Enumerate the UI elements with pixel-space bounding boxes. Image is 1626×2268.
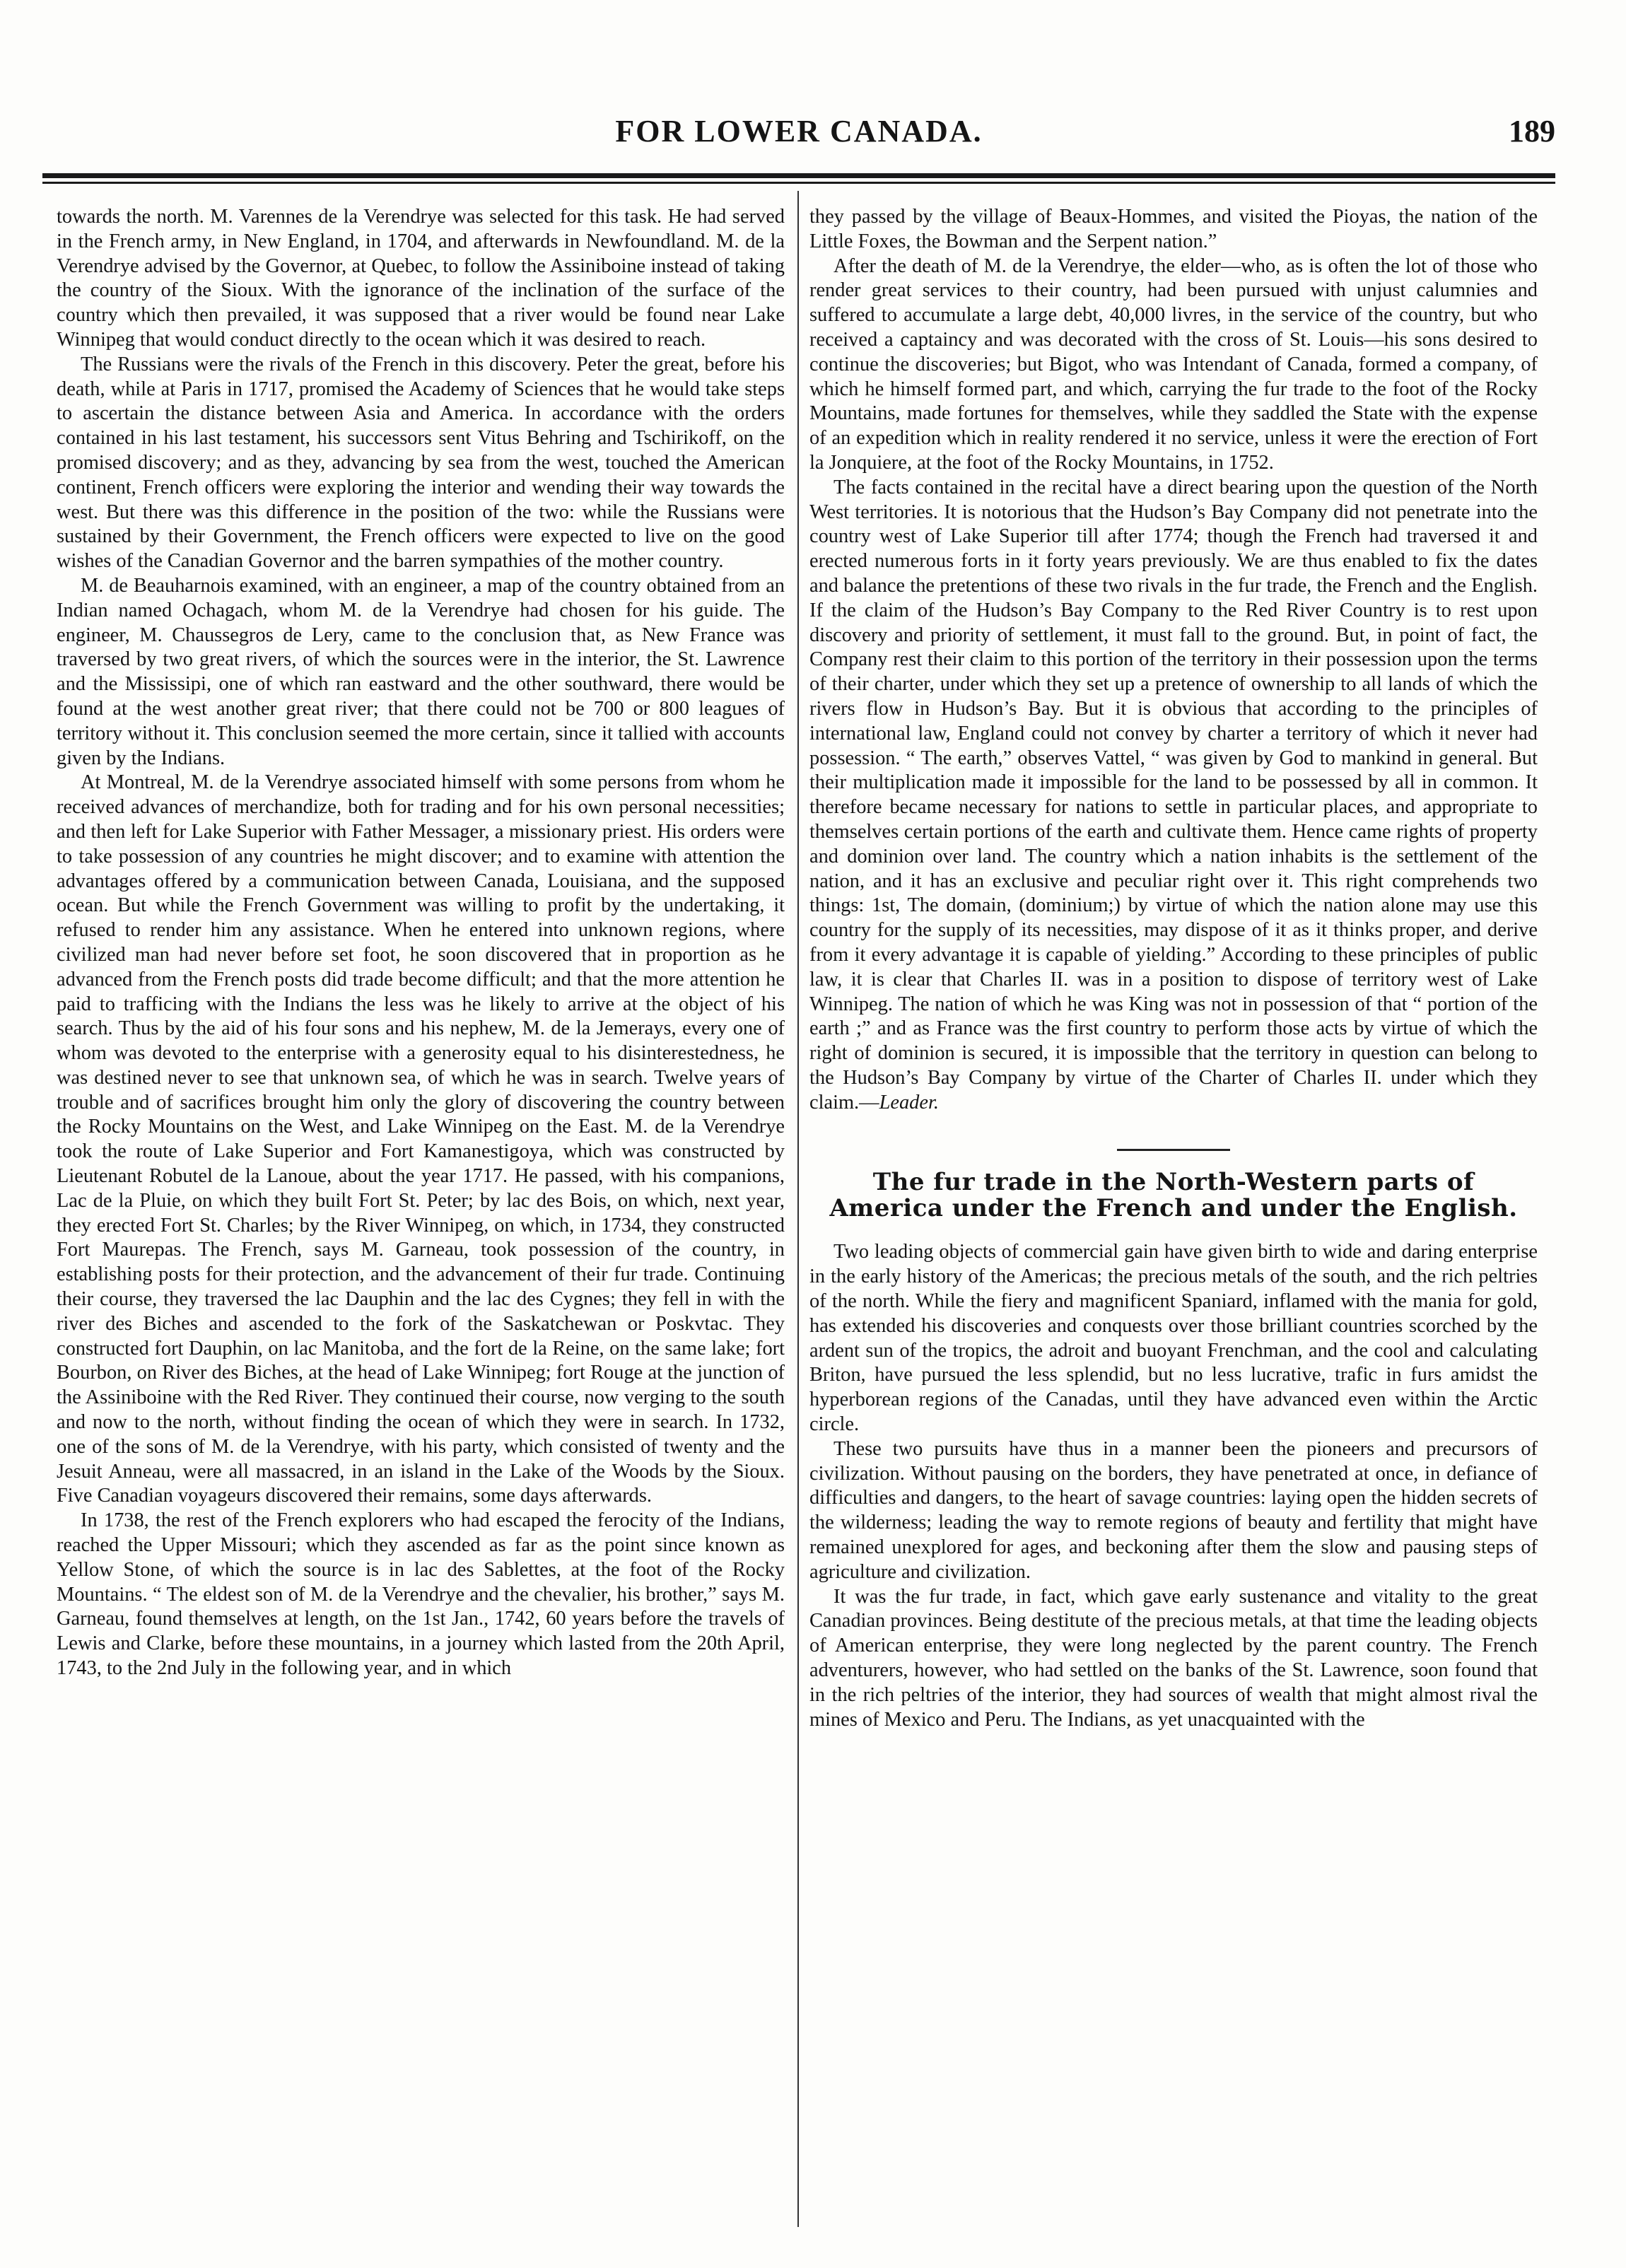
left-paragraph-4: At Montreal, M. de la Verendrye associated himself with some persons from whom he received advances of merchandize, both for trading and for his own personal necessities; and then left for Lake Superior with Father Messager, a missionary priest. His orders were to take possession of any countries he might discover; and to examine with attention the advantages offered by a communication between Canada, Louisiana, and the supposed ocean. But while the French Government was willing to profit by the undertaking, it refused to render him any assistance. When he entered into unknown regions, where civilized man had never before set foot, he soon discovered that in proportion as he advanced from the French posts did trade become difficult; and that the more attention he paid to trafficing with the Indians the less was he likely to arrive at the object of his search. Thus by the aid of his four sons and his nephew, M. de la Jemerays, every one of whom was devoted to the enterprise with a generosity equal to his disinterestedness, he was destined never to see that unknown sea, of which he was in search. Twelve years of trouble and of sacrifices brought him only the glory of discovering the country between the Rocky Mountains on the West, and Lake Winnipeg on the East. M. de la Verendrye took the route of Lake Superior and Fort Kamanestigoya, which was constructed by Lieutenant Robutel de la Lanoue, about the year 1717. He passed, with his companions, Lac de la Pluie, on which they built Fort St. Peter; by lac des Bois, on which, next year, they erected Fort St. Charles; by the River Winnipeg, on which, in 1734, they constructed Fort Maurepas. The French, says M. Garneau, took possession of the country, in establishing posts for their protection, and the advancement of their fur trade. Continuing their course, they traversed the lac Dauphin and the lac des Cygnes; they fell in with the river des Biches and ascended to the fork of the Saskatchewan or Poskvtac. They constructed fort Dauphin, on lac Manitoba, and the fort de la Reine, on the same lake; fort Bourbon, on River des Biches, at the head of Lake Winnipeg; fort Rouge at the junction of the Assiniboine with the Red River. They continued their course, now verging to the south and now to the north, without finding the ocean of which they were in search. In 1732, one of the sons of M. de la Verendrye, with his party, which consisted of twenty and the Jesuit Anneau, were all massacred, in an island in the Lake of the Woods by the Sioux. Five Canadian voyageurs discovered their remains, some days afterwards. (57, 771, 785, 1507)
left-paragraph-1: towards the north. M. Varennes de la Verendrye was selected for this task. He had served in the French army, in New England, in 1704, and afterwards in Newfoundland. M. de la Verendrye advised by the Governor, at Quebec, to follow the Assiniboine instead of taking the country of the Sioux. With the ignorance of the inclination of the surface of the country which then prevailed, it was supposed that a river would be found near Lake Winnipeg that would conduct directly to the ocean which it was desired to reach. (57, 206, 785, 351)
page-number: 189 (1509, 114, 1555, 148)
right-paragraph-3-text: The facts contained in the recital have a direct bearing upon the question of the North West territories. It is notorious that the Hudson’s Bay Company did not penetrate into the country west of Lake Superior till after 1774; though the French had traversed it and erected numerous forts in it forty years previously. We are thus enabled to fix the dates and balance the pretentions of these two rivals in the fur trade, the French and the English. If the claim of the Hudson’s Bay Company to the Red River Country is to rest upon discovery and priority of settlement, it must fall to the ground. But, in point of fact, the Company rest their claim to this portion of the territory in their possession upon the terms of their charter, under which they set up a pretence of ownership to all lands of which the rivers flow in Hudson’s Bay. But it is obvious that according to the principles of international law, England could not convey by charter a territory of which it never had possession. “ The earth,” observes Vattel, “ was given by God to mankind in general. But their multiplication made it impossible for the land to be possessed by all in common. It therefore became necessary for nations to settle in particular places, and appropriate to themselves certain portions of the earth and cultivate them. Hence came rights of property and dominion over land. The country which a nation inhabits is the settlement of the nation, and it has an exclusive and peculiar right over it. This right comprehends two things: 1st, The domain, (dominium;) by virtue of which the nation alone may use this country for the supply of its necessities, may dispose of it as it thinks proper, and derive from it every advantage it is capable of yielding.” According to these principles of public law, it is clear that Charles II. was in a position to dispose of territory west of Lake Winnipeg. The nation of which he was King was not in possession of that “ portion of the earth ;” and as France was the first country to perform those acts by virtue of which the right of dominion is secured, it is impossible that the territory in question can belong to the Hudson’s Bay Company by virtue of the Charter of Charles II. under which they claim.— (809, 476, 1538, 1113)
header-rule-thin (42, 182, 1555, 184)
running-title: FOR LOWER CANADA. (615, 114, 983, 148)
header-rule-thick (42, 173, 1555, 178)
right-paragraph-4: Two leading objects of commercial gain have given birth to wide and daring enterprise in the early history of the Americas; the precious metals of the south, and the rich peltries of the north. While the fiery and magnificent Spaniard, inflamed with the mania for gold, has extended his discoveries and conquests over those brilliant countries scorched by the ardent sun of the tropics, the adroit and buoyant Frenchman, and the cool and calculating Briton, have pursued the less splendid, but no less lucrative, trafic in furs amidst the hyperborean regions of the Canadas, until they have advanced even within the Arctic circle. (809, 1241, 1538, 1436)
page-header (42, 113, 1555, 163)
source-attribution: Leader. (879, 1091, 939, 1113)
left-column (57, 205, 785, 1681)
right-paragraph-2: After the death of M. de la Verendrye, the elder—who, as is often the lot of those who render great services to their country, had been pursued with unjust calumnies and suffered to accumulate a large debt, 40,000 livres, in the service of the country, but who received a captaincy and was decorated with the cross of St. Louis—his sons desired to continue the discoveries; but Bigot, who was Intendant of Canada, formed a company, of which he himself formed part, and which, carrying the fur trade to the foot of the Rocky Mountains, made fortunes for themselves, while they saddled the State with the expense of an expedition which in reality rendered it no service, unless it were the erection of Fort la Jonquiere, at the foot of the Rocky Mountains, in 1752. (809, 255, 1538, 474)
left-paragraph-2: The Russians were the rivals of the French in this discovery. Peter the great, before his death, while at Paris in 1717, promised the Academy of Sciences that he would take steps to ascertain the distance between Asia and America. In accordance with the orders contained in his last testament, his successors sent Vitus Behring and Tschirikoff, on the promised discovery; and as they, advancing by sea from the west, touched the American continent, French officers were exploring the interior and wending their way towards the west. But there was this difference in the position of the two: while the Russians were sustained by their Government, the French officers were expected to live on the good wishes of the Canadian Governor and the barren sympathies of the mother country. (57, 353, 785, 573)
left-paragraph-3: M. de Beauharnois examined, with an engineer, a map of the country obtained from an Indian named Ochagach, whom M. de la Verendrye had chosen for his guide. The engineer, M. Chaussegros de Lery, came to the conclusion that, as New France was traversed by two great rivers, of which the sources were in the interior, the St. Lawrence and the Mississipi, one of which ran eastward and the other southward, there would be found at the west another great river; that there could not be 700 or 800 leagues of territory without it. This conclusion seemed the more certain, since it tallied with accounts given by the Indians. (57, 574, 785, 769)
section-divider (1117, 1149, 1230, 1151)
right-paragraph-3 (809, 476, 1538, 1116)
left-paragraph-5: In 1738, the rest of the French explorers who had escaped the ferocity of the Indians, reached the Upper Missouri; which they ascended as far as the point since known as Yellow Stone, of which the source is in lac des Sablettes, at the foot of the Rocky Mountains. “ The eldest son of M. de la Verendrye and the chevalier, his brother,” says M. Garneau, found themselves at length, on the 1st Jan., 1742, 60 years before the travels of Lewis and Clarke, before these mountains, in a journey which lasted from the 20th April, 1743, to the 2nd July in the following year, and in which (57, 1509, 785, 1680)
right-paragraph-5: These two pursuits have thus in a manner been the pioneers and precursors of civilization. Without pausing on the borders, they have penetrated at once, in defiance of difficulties and dangers, to the heart of savage countries: laying open the hidden secrets of the wilderness; leading the way to remote regions of beauty and fertility that might have remained unexplored for ages, and beckoning after them the slow and pausing steps of agriculture and civilization. (809, 1437, 1538, 1583)
column-divider (797, 191, 799, 2227)
article-heading: The fur trade in the North-Western parts of America under the French and under the English. (829, 1168, 1518, 1223)
right-paragraph-6: It was the fur trade, in fact, which gave early sustenance and vitality to the great Canadian provinces. Being destitute of the precious metals, at that time the leading objects of American enterprise, they were long neglected by the parent country. The French adventurers, however, who had settled on the banks of the St. Lawrence, soon found that in the rich peltries of the interior, they had sources of wealth that might almost rival the mines of Mexico and Peru. The Indians, as yet unacquainted with the (809, 1585, 1538, 1731)
right-paragraph-1: they passed by the village of Beaux-Hommes, and visited the Pioyas, the nation of the Little Foxes, the Bowman and the Serpent nation.” (809, 206, 1538, 252)
right-column (809, 205, 1538, 1732)
